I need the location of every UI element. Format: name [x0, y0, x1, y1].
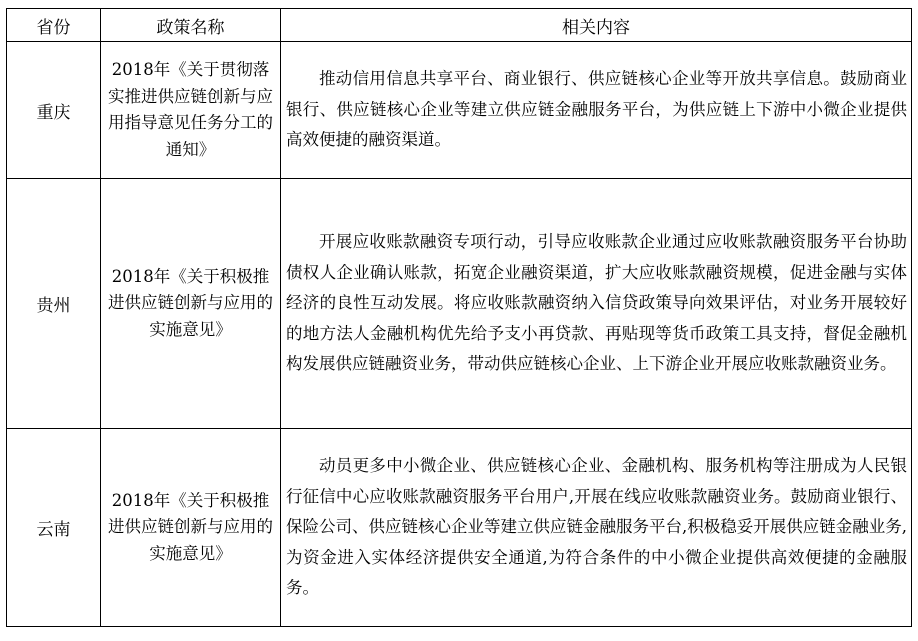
cell-content: 推动信用信息共享平台、商业银行、供应链核心企业等开放共享信息。鼓励商业银行、供应链核心企业等建立供应链金融服务平台，为供应链上下游中小微企业提供高效便捷的融资渠道。	[281, 42, 912, 179]
cell-policy-name: 2018年《关于积极推进供应链创新与应用的实施意见》	[101, 429, 281, 627]
table-row	[7, 42, 912, 179]
table-row	[7, 429, 912, 627]
cell-province: 贵州	[7, 179, 101, 429]
cell-policy-name: 2018年《关于积极推进供应链创新与应用的实施意见》	[101, 179, 281, 429]
header-province: 省份	[7, 9, 101, 42]
cell-content: 动员更多中小微企业、供应链核心企业、金融机构、服务机构等注册成为人民银行征信中心应收账款融资服务平台用户,开展在线应收账款融资业务。鼓励商业银行、保险公司、供应链核心企业等建立供应链金融服务平台,积极稳妥开展供应链金融业务,为资金进入实体经济提供安全通道,为符合条件的中小微企业提供高效便捷的金融服务。	[281, 429, 912, 627]
header-content: 相关内容	[281, 9, 912, 42]
header-policy-name: 政策名称	[101, 9, 281, 42]
cell-content: 开展应收账款融资专项行动，引导应收账款企业通过应收账款融资服务平台协助债权人企业确认账款，拓宽企业融资渠道，扩大应收账款融资规模，促进金融与实体经济的良性互动发展。将应收账款融资纳入信贷政策导向效果评估，对业务开展较好的地方法人金融机构优先给予支小再贷款、再贴现等货币政策工具支持，督促金融机构发展供应链融资业务，带动供应链核心企业、上下游企业开展应收账款融资业务。	[281, 179, 912, 429]
cell-province: 重庆	[7, 42, 101, 179]
cell-policy-name: 2018年《关于贯彻落实推进供应链创新与应用指导意见任务分工的通知》	[101, 42, 281, 179]
table-header-row	[7, 9, 912, 42]
cell-province: 云南	[7, 429, 101, 627]
policy-table	[6, 8, 912, 627]
table-row	[7, 179, 912, 429]
